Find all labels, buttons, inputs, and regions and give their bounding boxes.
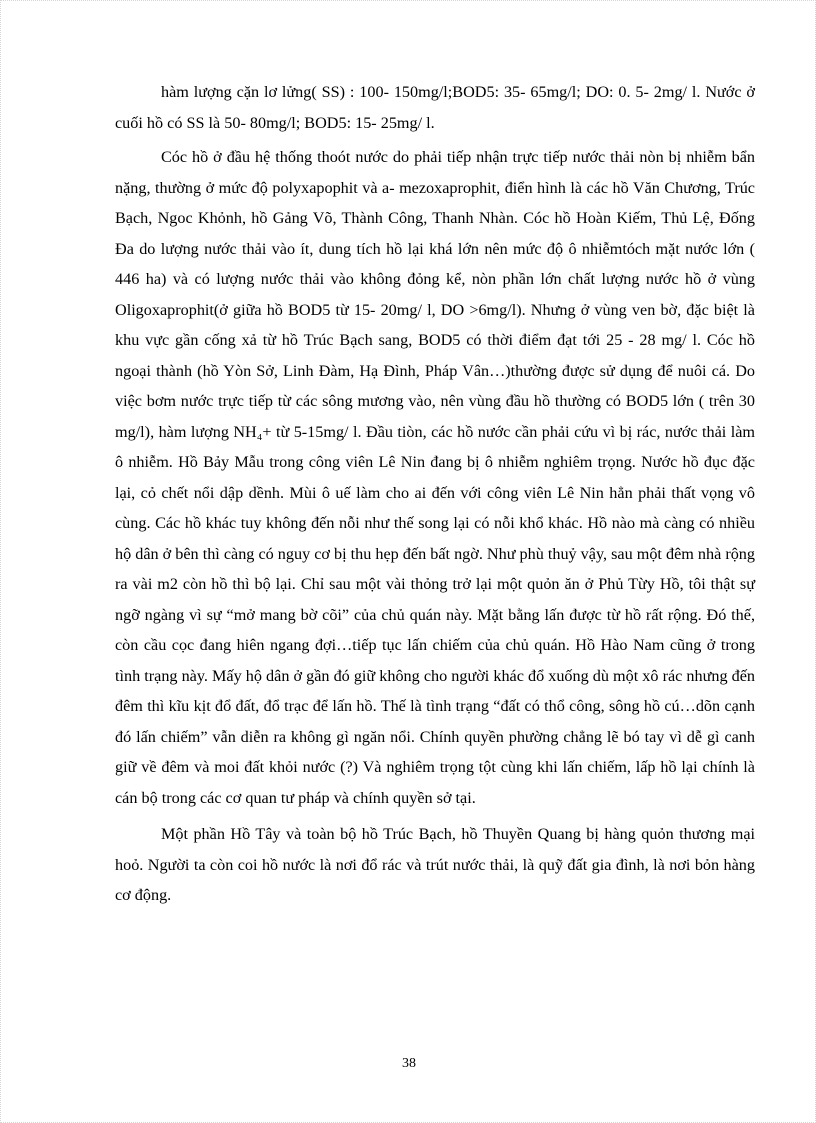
paragraph-2: Cóc hồ ở đầu hệ thống thoót nước do phải tiếp nhận trực tiếp nước thải nòn bị nhiễm bẩn nặng, thường ở mức độ polyxapophit và a- mezoxaprophit, điển hình là các hồ Văn Chương, Trúc Bạch, Ngoc Khỏnh, hồ Gảng Võ, Thành Công, Thanh Nhàn. Cóc hồ Hoàn Kiếm, Thủ Lệ, Đống Đa do lượng nước thải vào ít, dung tích hồ lại khá lớn nên mức độ ô nhiễmtóch mặt nước lớn ( 446 ha) và có lượng nước thải vào không đỏng kể, nòn phần lớn chất lượng nước hồ ở vùng Oligoxaprophit(ở giữa hồ BOD5 từ 15- 20mg/ l, DO >6mg/l). Nhưng ở vùng ven bờ, đặc biệt là khu vực gần cống xả từ hồ Trúc Bạch sang, BOD5 có thời điểm đạt tới 25 - 28 mg/ l. Cóc hồ ngoại thành (hồ Yòn Sở, Linh Đàm, Hạ Đình, Pháp Vân…)thường được sử dụng để nuôi cá. Do việc bơm nước trực tiếp từ các sông mương vào, nên vùng đầu hồ thường có BOD5 lớn ( trên 30 mg/l), hàm lượng NH₄+ từ 5-15mg/ l. Đầu tiòn, các hồ nước cần phải cứu vì bị rác, nước thải làm ô nhiễm. Hồ Bảy Mẫu trong công viên Lê Nin đang bị ô nhiễm nghiêm trọng. Nước hồ đục đặc lại, cỏ chết nổi dập dềnh. Mùi ô uế làm cho ai đến với công viên Lê Nin hẳn phải thất vọng vô cùng. Các hồ khác tuy không đến nỗi như thế song lại có nỗi khổ khác. Hồ nào mà càng có nhiều hộ dân ở bên thì càng có nguy cơ bị thu hẹp đến bất ngờ. Như phù thuỷ vậy, sau một đêm nhà rộng ra vài m2 còn hồ thì bộ lại. Chỉ sau một vài thỏng trở lại một quỏn ăn ở Phủ Từy Hồ, tôi thật sự ngỡ ngàng vì sự “mở mang bờ cõi” của chủ quán này. Mặt bằng lấn được từ hồ rất rộng. Đó thế, còn cầu cọc đang hiên ngang đợi…tiếp tục lấn chiếm của chủ quán. Hồ Hào Nam cũng ở trong tình trạng này. Mấy hộ dân ở gần đó giữ không cho người khác đổ xuống dù một xô rác nhưng đến đêm thì kĩu kịt đổ đất, đổ trạc để lấn hồ. Thế là tình trạng “đất có thổ công, sông hồ cú…dõn cạnh đó lấn chiếm” vẫn diễn ra không gì ngăn nổi. Chính quyền phường chẳng lẽ bó tay vì dễ gì canh giữ về đêm và moi đất khỏi nước (?) Và nghiêm trọng tột cùng khi lấn chiếm, lấp hồ lại chính là cán bộ trong các cơ quan tư pháp và chính quyền sở tại. (115, 148, 755, 807)
page-body (115, 77, 755, 917)
paragraph-3: Một phần Hồ Tây và toàn bộ hồ Trúc Bạch, hồ Thuyền Quang bị hàng quỏn thương mại hoỏ. Người ta còn coi hồ nước là nơi đổ rác và trút nước thải, là quỹ đất gia đình, là nơi bỏn hàng cơ động. (115, 825, 755, 904)
page-number: 38 (402, 1056, 416, 1071)
paragraph-1: hàm lượng cặn lơ lửng( SS) : 100- 150mg/l;BOD5: 35- 65mg/l; DO: 0. 5- 2mg/ l. Nước ở cuối hồ có SS là 50- 80mg/l; BOD5: 15- 25mg/ l. (115, 83, 755, 132)
